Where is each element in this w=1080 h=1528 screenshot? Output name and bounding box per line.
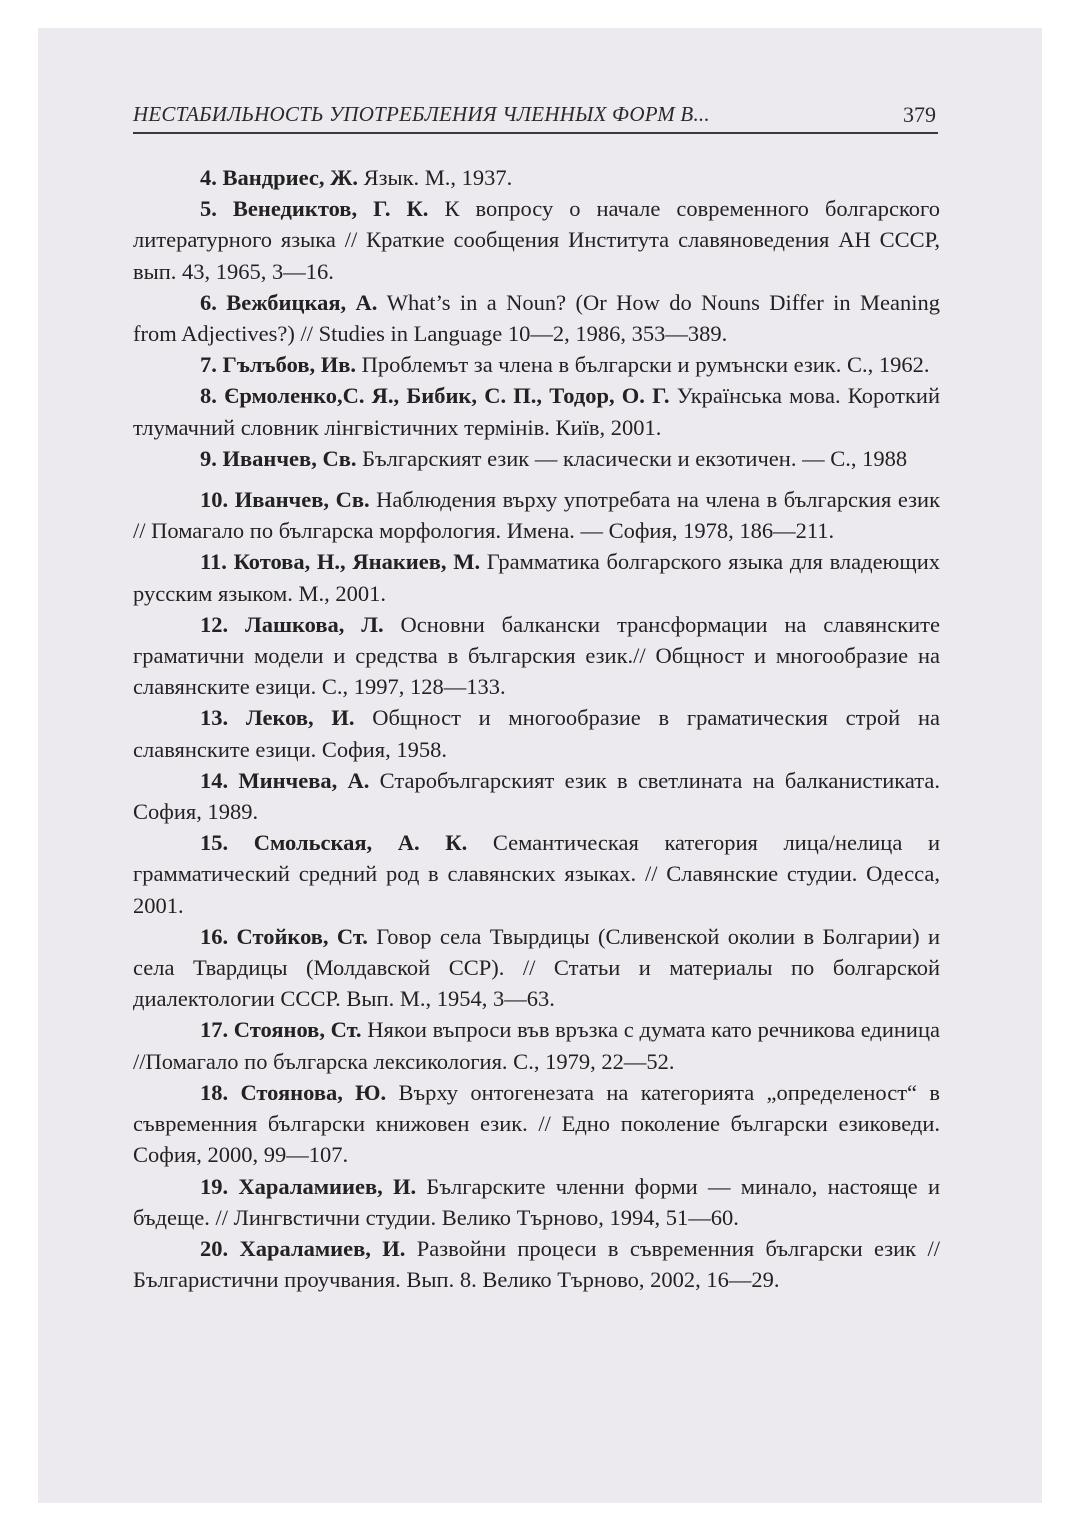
- reference-author: 9. Иванчев, Св.: [200, 445, 357, 471]
- reference-text: Общност и многообразие в граматическия строй на славянските езици. София, 1958.: [133, 705, 940, 762]
- reference-item: [133, 484, 940, 546]
- reference-text: Някои въпроси във връзка с думата като речникова единица //Помагало по българска лексикология. С., 1979, 22—52.: [133, 1017, 940, 1074]
- reference-item: [133, 1171, 940, 1233]
- reference-list: [133, 162, 940, 1295]
- reference-text: Українська мова. Короткий тлумачний словник лінгвістичних термінів. Київ, 2001.: [133, 383, 940, 440]
- reference-item: [133, 349, 940, 380]
- reference-author: 14. Минчева, А.: [200, 767, 370, 793]
- reference-author: 20. Хараламиев, И.: [200, 1235, 406, 1261]
- reference-item: [133, 827, 940, 921]
- reference-item: [133, 287, 940, 349]
- reference-item: [133, 443, 940, 474]
- reference-author: 19. Хараламииев, И.: [200, 1173, 417, 1199]
- reference-author: 8. Єрмоленко,С. Я., Бибик, С. П., Тодор, О. Г.: [200, 383, 670, 409]
- reference-item: [133, 546, 940, 608]
- reference-text: К вопросу о начале современного болгарского литературного языка // Краткие сообщения Института славяноведения АН СССР, вып. 43, 1965, 3—16.: [133, 196, 940, 284]
- reference-author: 6. Вежбицкая, А.: [200, 289, 378, 315]
- reference-text: What’s in a Noun? (Or How do Nouns Differ in Meaning from Adjectives?) // Studies in Language 10—2, 1986, 353—389.: [133, 289, 940, 347]
- reference-text: Грамматика болгарского языка для владеющих русским языком. М., 2001.: [133, 549, 940, 606]
- reference-item: [133, 765, 940, 827]
- reference-item: [133, 702, 940, 764]
- reference-text: Основни балкански трансформации на славянските граматични модели и средства в българския език.// Общност и многообразие на славянските езици. С., 1997, 128—133.: [133, 611, 940, 700]
- reference-text: Българският език — класически и екзотичен. — С., 1988: [356, 445, 908, 471]
- reference-item: [133, 193, 940, 287]
- reference-author: 17. Стоянов, Ст.: [200, 1017, 362, 1043]
- reference-item: [133, 1014, 940, 1076]
- reference-author: 4. Вандриес, Ж.: [200, 165, 358, 190]
- reference-item: [133, 1233, 940, 1295]
- reference-author: 11. Котова, Н., Янакиев, М.: [200, 549, 481, 575]
- reference-text: Върху онтогенезата на категорията „определеност“ в съвременния български книжовен език. // Едно поколение български езиковеди. София, 2000, 99—107.: [133, 1079, 940, 1168]
- reference-author: 13. Леков, И.: [200, 705, 355, 731]
- reference-author: 12. Лашкова, Л.: [200, 611, 384, 637]
- reference-text: Българските членни форми — минало, настояще и бъдеще. // Лингвстични студии. Велико Търново, 1994, 51—60.: [133, 1173, 940, 1230]
- reference-item: [133, 609, 940, 703]
- page-number: 379: [903, 102, 936, 127]
- page-header: [133, 98, 938, 134]
- reference-author: 15. Смольская, А. К.: [200, 830, 468, 856]
- reference-author: 16. Стойков, Ст.: [200, 923, 368, 949]
- reference-item: [133, 921, 940, 1015]
- reference-text: Говор села Твырдицы (Сливенской околии в Болгарии) и села Твардицы (Молдавской ССР). // Статьи и материалы по болгарской диалектологии СССР. Вып. М., 1954, 3—63.: [133, 923, 941, 1012]
- reference-item: [133, 380, 940, 442]
- reference-text: Развойни процеси в съвременния български език // Българистични проучвания. Вып. 8. Велико Търново, 2002, 16—29.: [133, 1235, 940, 1293]
- running-title: НЕСТАБИЛЬНОСТЬ УПОТРЕБЛЕНИЯ ЧЛЕННЫХ ФОРМ В...: [133, 102, 710, 126]
- reference-item: [133, 162, 940, 193]
- reference-text: Наблюдения върху употребата на члена в българския език // Помагало по българска морфология. Имена. — София, 1978, 186—211.: [133, 487, 940, 544]
- reference-text: Проблемът за члена в български и румънски език. С., 1962.: [356, 352, 930, 378]
- reference-item: [133, 1077, 940, 1171]
- reference-author: 7. Гълъбов, Ив.: [200, 352, 356, 378]
- reference-text: Язык. М., 1937.: [357, 165, 513, 190]
- reference-author: 18. Стоянова, Ю.: [200, 1079, 387, 1105]
- reference-author: 10. Иванчев, Св.: [200, 487, 370, 513]
- reference-text: Старобългарският език в светлината на балканистиката. София, 1989.: [133, 767, 940, 825]
- reference-text: Семантическая категория лица/нелица и грамматический средний род в славянских языках. // Славянские студии. Одесса, 2001.: [133, 830, 940, 918]
- reference-author: 5. Венедиктов, Г. К.: [200, 196, 429, 222]
